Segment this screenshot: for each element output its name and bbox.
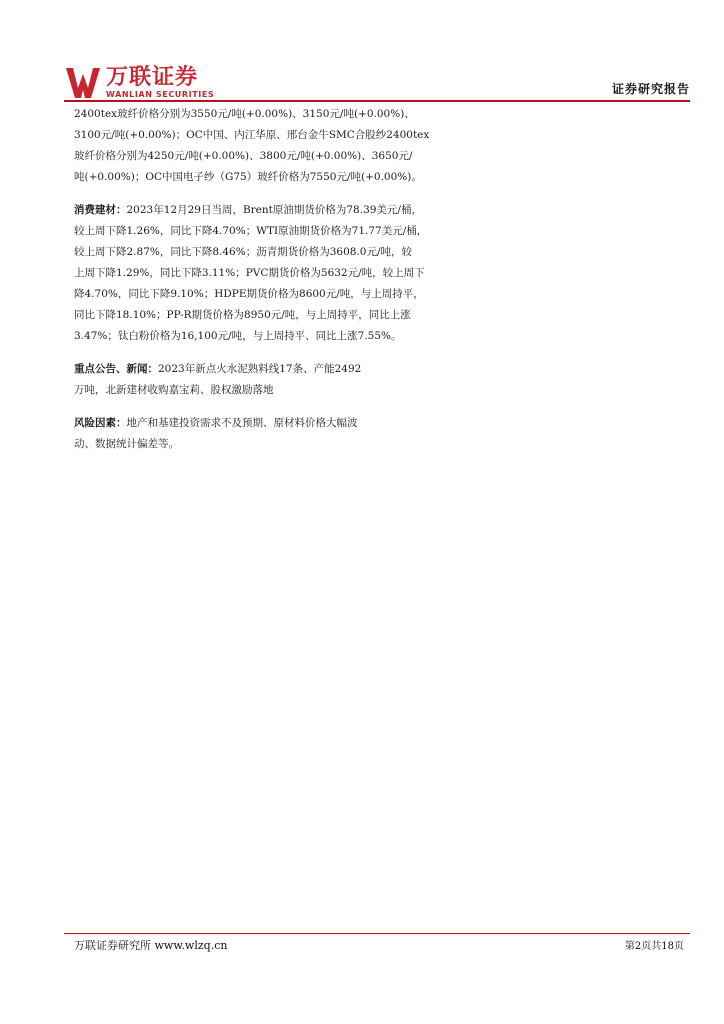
header-divider (64, 100, 690, 102)
logo-english-name: WANLIAN SECURITIES (106, 90, 215, 99)
text-line (74, 200, 474, 221)
text-line: 上周下降1.29%，同比下降3.11%；PVC期货价格为5632元/吨，较上周下 (74, 267, 425, 279)
section-lead: 消费建材： (74, 204, 127, 216)
page-header (64, 66, 690, 100)
glass-fiber-paragraph (74, 104, 474, 188)
text-line: 同比下降18.10%；PP-R期货价格为8950元/吨，与上周持平，同比上涨 (74, 309, 411, 321)
report-body (74, 104, 474, 467)
text-line: 万吨，北新建材收购嘉宝莉、股权激励落地 (74, 384, 274, 396)
text-line: 2400tex玻纤价格分别为3550元/吨(+0.00%)、3150元/吨(+0.00%)、 (74, 108, 415, 120)
wanlian-logo-icon (66, 68, 100, 98)
report-type-label: 证券研究报告 (611, 82, 690, 96)
announcements-paragraph (74, 359, 474, 401)
text-line: 3100元/吨(+0.00%)；OC中国、内江华原、邢台金牛SMC合股纱2400tex (74, 129, 430, 141)
text-run: 2023年12月29日当周，Brent原油期货价格为78.39美元/桶， (126, 204, 422, 216)
text-line: 较上周下降1.26%，同比下降4.70%；WTI原油期货价格为71.77美元/桶， (74, 225, 428, 237)
risk-factors-paragraph (74, 413, 474, 455)
section-lead: 重点公告、新闻： (74, 363, 158, 375)
text-line: 较上周下降2.87%，同比下降8.46%；沥青期货价格为3608.0元/吨，较 (74, 246, 412, 258)
text-line (74, 413, 474, 434)
text-run: 2023年新点火水泥熟料线17条、产能2492 (158, 363, 362, 375)
section-lead: 风险因素： (74, 417, 127, 429)
text-run: 地产和基建投资需求不及预期、原材料价格大幅波 (126, 417, 358, 429)
text-line: 吨(+0.00%)；OC中国电子纱（G75）玻纤价格为7550元/吨(+0.00%)。 (74, 171, 422, 183)
text-line: 降4.70%，同比下降9.10%；HDPE期货价格为8600元/吨，与上周持平， (74, 288, 424, 300)
footer-institute: 万联证券研究所 www.wlzq.cn (74, 939, 228, 952)
page-number: 第2页共18页 (624, 941, 684, 952)
text-line: 玻纤价格分别为4250元/吨(+0.00%)、3800元/吨(+0.00%)、3650元/ (74, 150, 413, 162)
text-line: 动、数据统计偏差等。 (74, 438, 179, 450)
footer-divider (64, 933, 690, 934)
text-line: 3.47%；钛白粉价格为16,100元/吨，与上周持平、同比上涨7.55%。 (74, 330, 402, 342)
consumer-building-materials-paragraph (74, 200, 474, 347)
company-logo (64, 66, 214, 100)
text-line (74, 359, 474, 380)
logo-chinese-name: 万联证券 (106, 65, 199, 90)
